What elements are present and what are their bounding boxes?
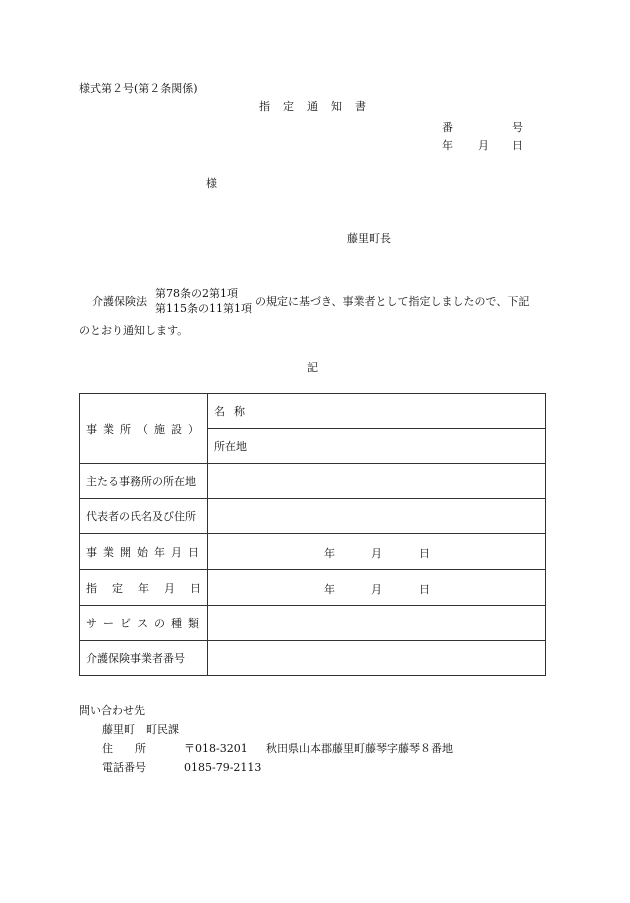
office-address-cell [208,429,546,464]
contact-phone: 0185-79-2113 [184,761,262,774]
service-value-cell [208,606,546,641]
number-prefix: 番 [442,121,453,134]
start-label-cell [80,534,208,570]
address-label: 所在地 [214,440,247,453]
number-suffix: 号 [512,121,523,134]
date-year: 年 [442,139,453,152]
insurer-no-value-cell [208,641,546,676]
law-ref-2: 第115条の11第1項 [155,302,252,315]
contact-phone-label: 電話番号 [102,761,146,774]
rep-value-cell [208,499,546,534]
contact-address-label: 住所 [102,742,168,755]
date-day: 日 [512,139,523,152]
rep-label-cell [80,499,208,534]
contact-dept: 藤里町 町民課 [102,723,179,736]
service-label: サービスの種類 [86,617,205,630]
office-name-cell [208,394,546,429]
contact-postal: 〒018-3201 [184,742,248,755]
main-office-label-cell [80,464,208,499]
designation-table [79,393,546,676]
contact-heading: 問い合わせ先 [79,704,145,717]
ki-heading: 記 [307,361,318,374]
recipient-honorific: 様 [206,177,217,190]
start-month: 月 [371,547,382,560]
start-year: 年 [324,547,335,560]
form-number: 様式第２号(第２条関係) [79,82,198,95]
date-month: 月 [478,139,489,152]
page-title: 指定通知書 [259,100,379,113]
contact-address: 秋田県山本郡藤里町藤琴字藤琴８番地 [266,742,453,755]
main-office-value-cell [208,464,546,499]
insurer-no-label-cell [80,641,208,676]
body-lead: 介護保険法 [92,295,147,308]
designation-label-cell [80,570,216,606]
name-label: 名称 [214,405,254,418]
office-label: 事業所（施設） [86,422,205,436]
main-office-label: 主たる事務所の所在地 [86,475,196,488]
designation-year: 年 [324,583,335,596]
insurer-no-label: 介護保険事業者番号 [86,652,185,665]
start-label: 事業開始年月日 [86,545,205,559]
designation-day: 日 [419,583,430,596]
law-ref-1: 第78条の2第1項 [155,287,238,300]
start-date-cell [208,534,546,570]
rep-label: 代表者の氏名及び住所 [86,510,196,523]
issuer-name: 藤里町長 [347,232,391,245]
designation-label: 指定年月日 [86,581,216,595]
start-day: 日 [419,547,430,560]
designation-month: 月 [371,583,382,596]
body-text-line2: のとおり通知します。 [79,324,189,337]
designation-date-cell [208,570,546,606]
office-label-cell [80,394,208,464]
body-text-line1: の規定に基づき、事業者として指定しましたので、下記 [255,295,530,308]
service-label-cell [80,606,208,641]
